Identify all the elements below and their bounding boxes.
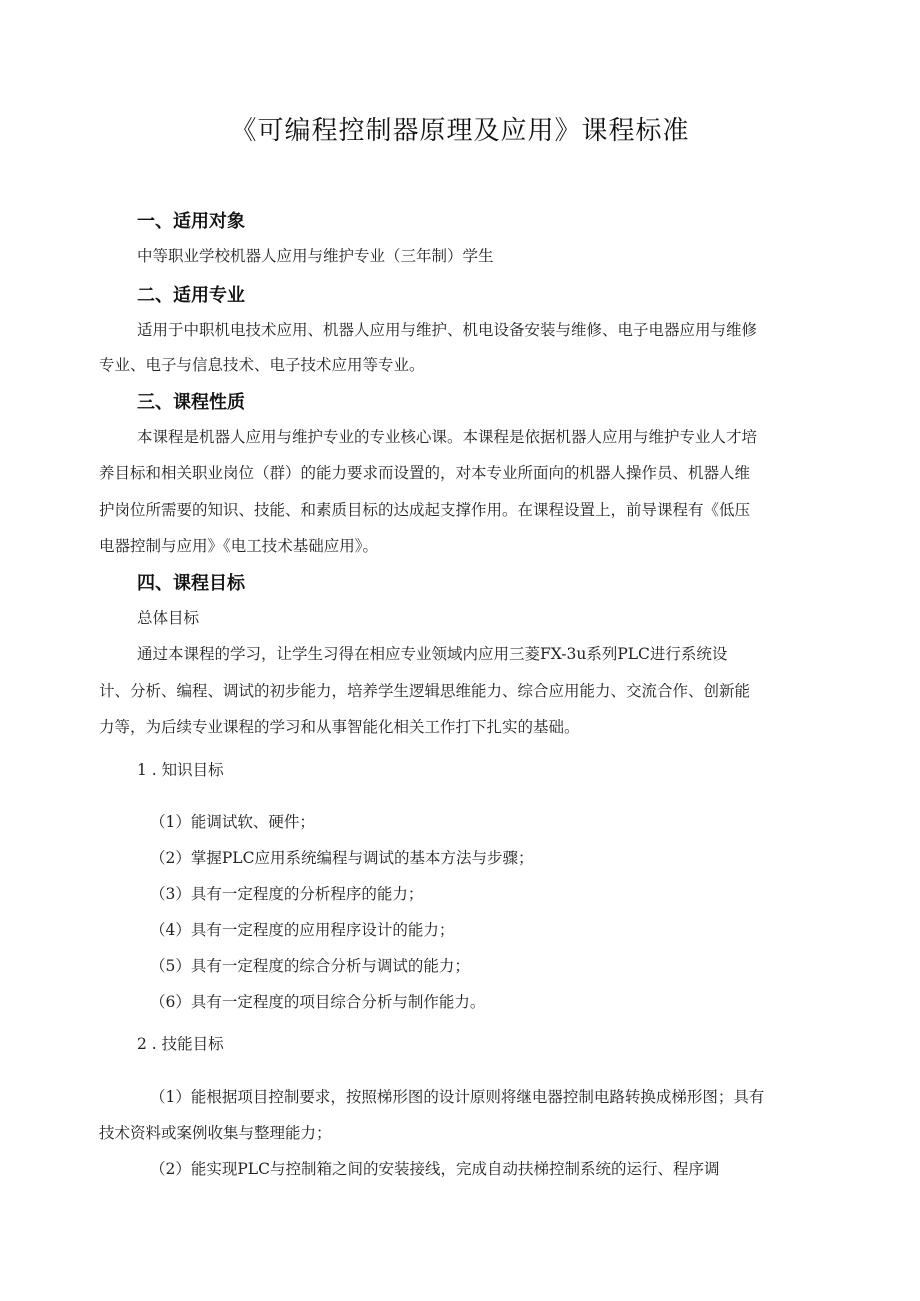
knowledge-objective-label: 1 . 知识目标	[137, 761, 224, 779]
paragraph-line: 力等，为后续专业课程的学习和从事智能化相关工作打下扎实的基础。	[99, 718, 580, 736]
section-heading-applicable-majors: 二、适用专业	[137, 285, 245, 306]
paragraph-line: （1）能根据项目控制要求，按照梯形图的设计原则将继电器控制电路转换成梯形图；具有	[150, 1088, 765, 1106]
list-item: （2）掌握PLC应用系统编程与调试的基本方法与步骤；	[150, 849, 534, 867]
paragraph-line: 电器控制与应用》《电工技术基础应用》。	[99, 537, 379, 555]
section-heading-applicable-audience: 一、适用对象	[137, 211, 245, 232]
list-item: （1）能调试软、硬件；	[150, 813, 315, 831]
section-heading-course-objectives: 四、课程目标	[137, 573, 245, 594]
paragraph-line: 适用于中职机电技术应用、机器人应用与维护、机电设备安装与维修、电子电器应用与维修	[137, 321, 758, 339]
document-title: 《可编程控制器原理及应用》课程标准	[230, 116, 690, 146]
paragraph-line: 技术资料或案例收集与整理能力；	[99, 1124, 332, 1142]
paragraph-line: （2）能实现PLC与控制箱之间的安装接线，完成自动扶梯控制系统的运行、程序调	[150, 1160, 720, 1178]
skill-objective-label: 2 . 技能目标	[137, 1035, 224, 1053]
paragraph-line: 中等职业学校机器人应用与维护专业（三年制）学生	[137, 247, 494, 265]
paragraph-line: 护岗位所需要的知识、技能、和素质目标的达成起支撑作用。在课程设置上，前导课程有《低压	[99, 501, 751, 519]
list-item: （6）具有一定程度的项目综合分析与制作能力。	[150, 993, 486, 1011]
paragraph-line: 本课程是机器人应用与维护专业的专业核心课。本课程是依据机器人应用与维护专业人才培	[137, 428, 758, 446]
paragraph-line: 专业、电子与信息技术、电子技术应用等专业。	[99, 356, 425, 374]
paragraph-line: 通过本课程的学习，让学生习得在相应专业领域内应用三菱FX-3u系列PLC进行系统设	[137, 645, 728, 663]
subheading-overall-objective: 总体目标	[137, 609, 200, 627]
section-heading-course-nature: 三、课程性质	[137, 392, 245, 413]
paragraph-line: 养目标和相关职业岗位（群）的能力要求而设置的，对本专业所面向的机器人操作员、机器人维	[99, 464, 751, 482]
paragraph-line: 计、分析、编程、调试的初步能力，培养学生逻辑思维能力、综合应用能力、交流合作、创新能	[99, 682, 751, 700]
list-item: （3）具有一定程度的分析程序的能力；	[150, 885, 424, 903]
list-item: （4）具有一定程度的应用程序设计的能力；	[150, 921, 455, 939]
list-item: （5）具有一定程度的综合分析与调试的能力；	[150, 957, 470, 975]
